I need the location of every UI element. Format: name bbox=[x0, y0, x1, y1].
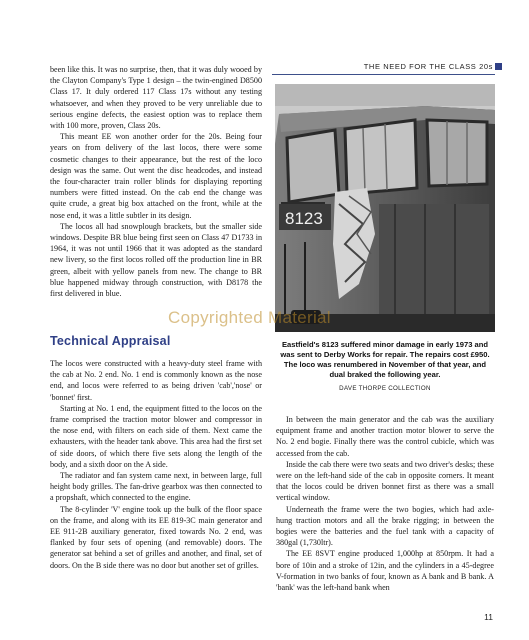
loco-number: 8123 bbox=[285, 209, 323, 228]
page-number: 11 bbox=[484, 612, 493, 622]
photo-credit: DAVE THORPE COLLECTION bbox=[339, 385, 431, 392]
left-column-bottom bbox=[50, 358, 262, 571]
paragraph: Underneath the frame were the two bogies, which had axle-hung traction motors and all the brake rigging; in between the bogies were the batteries and the fuel tank with a capacity of 380gal (1,730ltr). bbox=[276, 504, 494, 548]
section-heading: Technical Appraisal bbox=[50, 334, 171, 348]
locomotive-photo bbox=[275, 84, 495, 332]
paragraph: The 8-cylinder 'V' engine took up the bulk of the floor space on the frame, and along with its EE 819-3C main generator and EE 911-2B auxiliary generator, fixed towards No. 2 end, was flanked by four sets of opening (and removable) doors. The generator sat behind a set of grilles and another, and final, set of doors. On the B side there was no door but another set of grilles. bbox=[50, 504, 262, 570]
watermark: Copyrighted Material bbox=[168, 308, 331, 327]
running-head: THE NEED FOR THE CLASS 20s bbox=[363, 62, 493, 71]
paragraph: Inside the cab there were two seats and two driver's desks; these were on the left-hand side of the cab in opposite corners. It meant that the locos could be driven bonnet first as there was a small vertical window. bbox=[276, 459, 494, 503]
left-column-top bbox=[50, 64, 262, 299]
photo-caption: Eastfield's 8123 suffered minor damage in early 1973 and was sent to Derby Works for repair. The repairs cost £950. The loco was renumbered in November of that year, and dual braked the following year. bbox=[280, 340, 490, 379]
paragraph: been like this. It was no surprise, then, that it was duly wooed by the Clayton Company's Type 1 design – the twin-engined D8500 Class 17. It duly ordered 117 Class 17s without any testing whatsoever, and when they proved to be very unreliable due to serious engine defects, the easiest option was to replace them with 100 more, proven, Class 20s. bbox=[50, 65, 262, 131]
paragraph: The locos were constructed with a heavy-duty steel frame with the cab at No. 2 end. No. 1 end is commonly known as the nose end, and locos were referred to as being driven 'cab','nose' or 'bonnet' first. bbox=[50, 359, 262, 402]
paragraph: Starting at No. 1 end, the equipment fitted to the locos on the frame comprised the traction motor blower and compressor in the nose end, with filters on each side of them. Next came the exhausters, with the header tank above. This area had the first set of side doors, of which there five sets along the length of the body, and a sixth door on the A side. bbox=[50, 403, 262, 469]
header-rule bbox=[272, 74, 495, 75]
paragraph: In between the main generator and the cab was the auxiliary equipment frame and another traction motor blower to serve the No. 2 end bogie. Finally there was the control cubicle, which was accessed from the cab. bbox=[276, 415, 494, 458]
paragraph: The locos all had snowplough brackets, but the smaller side windows. Despite BR blue being first seen on Class 47 D1733 in 1964, it was not until 1966 that it was adopted as the standard new livery, so the first locos rolled off the production line in BR green, albeit with yellow panels from new. The change to BR blue happened midway through construction, with D8178 the first delivered in blue. bbox=[50, 221, 262, 299]
running-head-marker bbox=[495, 63, 502, 70]
paragraph: The radiator and fan system came next, in between large, full height body grilles. The fan-drive gearbox was then connected to a propshaft, which connected to the engine. bbox=[50, 471, 262, 503]
paragraph: This meant EE won another order for the 20s. Being four years on from delivery of the last locos, there were some cosmetic changes to their appearance, but the rest of the loco design was the same. Out went the disc headcodes, and instead the four-character train roller blinds for displaying reporting numbers were fitted instead. On the cab end the change was quite crude, a great big box attached on the front, while at the nose end, it was a little subtler in its design. bbox=[50, 132, 262, 220]
locomotive-illustration bbox=[275, 84, 495, 332]
right-column-bottom bbox=[276, 414, 494, 593]
paragraph: The EE 8SVT engine produced 1,000hp at 850rpm. It had a bore of 10in and a stroke of 12in, and the cylinders in a 45-degree V-formation in two banks of four, known as A bank and B bank. A 'bank' was the left-hand bank when bbox=[276, 549, 494, 593]
